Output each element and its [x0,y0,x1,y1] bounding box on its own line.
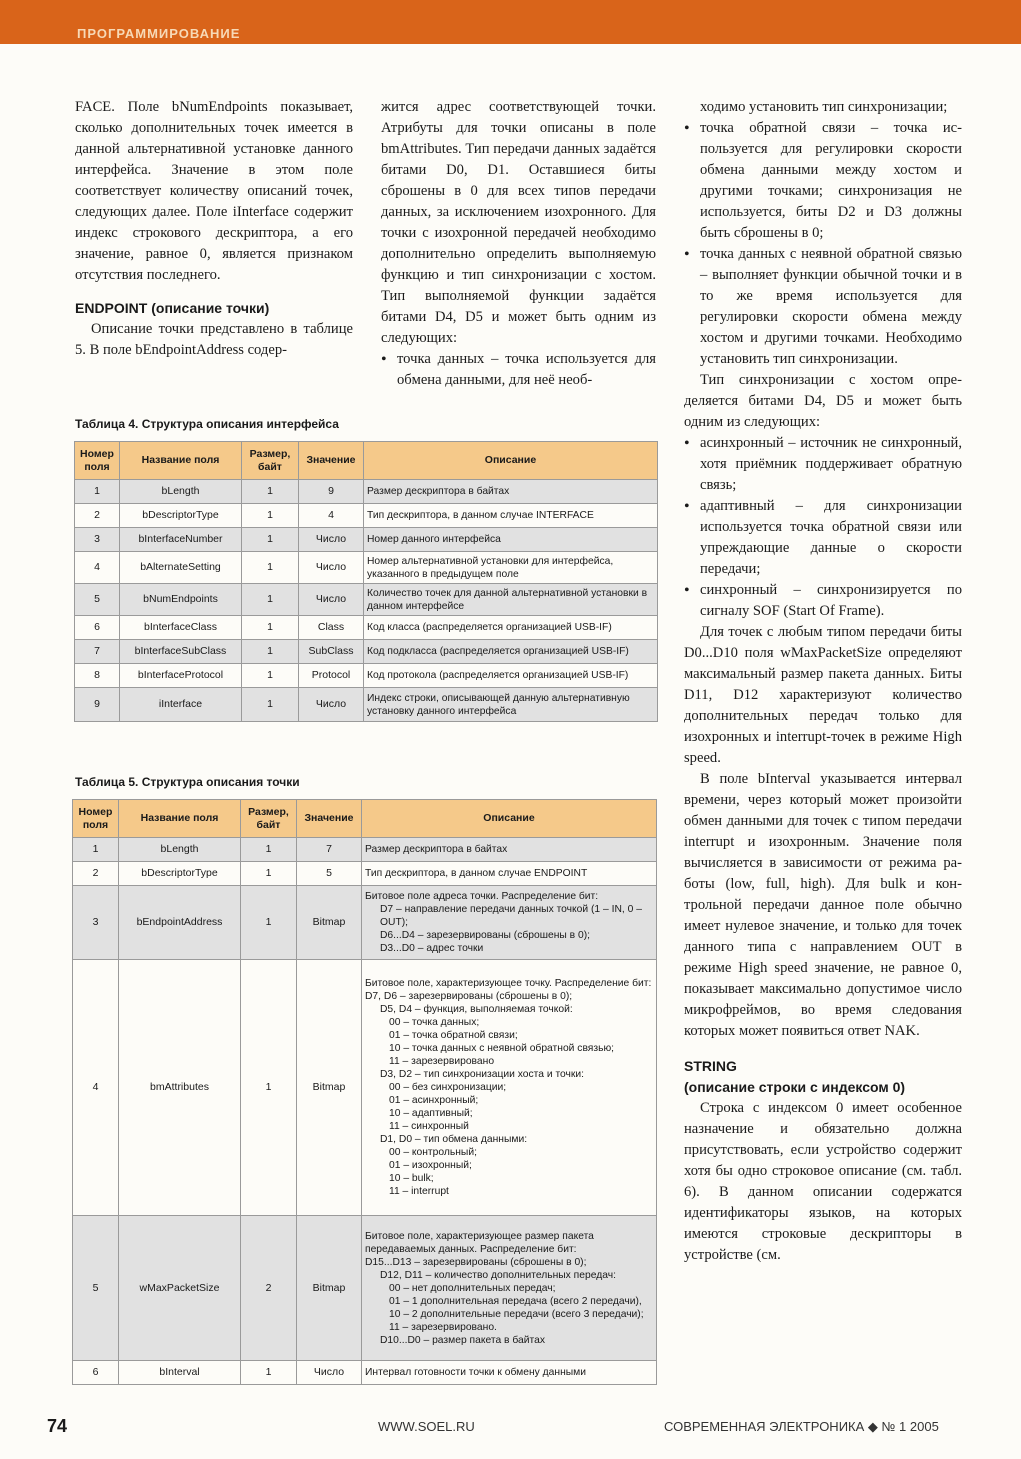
cell-field-name: bLength [119,838,241,862]
cell-size: 1 [242,528,299,552]
col3-bullet-2: • точка обратной связи – точка используется для регулировки скорости обмена данными между хостом и другими точками; синхронизация не используется, биты D2 и D3 должны быть сброшены в 0; [684,118,962,244]
section-title: ПРОГРАММИРОВАНИЕ [77,26,241,41]
description-line: 11 – зарезервировано [389,1056,495,1067]
table-row [75,688,658,722]
col2-bullet-1: • точка данных – точка используется для обмена данными, для неё необ- [381,349,656,391]
col1-paragraph-1: FACE. Поле bNumEndpoints показывает, сколько дополнительных точек имеется в данной альтернативной установке данного интерфейса. Значение в этом поле соответствует количеству описаний точек, следующих далее. Поле iInterface содержит индекс строкового дескриптора, а его значение, равное 0, является признаком отсутствия последнего. [75,99,353,283]
t5-header-description: Описание [362,800,657,838]
description-line: Битовое поле, характеризующее размер пакета передаваемых данных. Распределение бит: [365,1230,594,1255]
cell-field-name: bEndpointAddress [119,886,241,960]
col3-paragraph-2: Для точек с любым типом передачи биты D0...D10 поля wMaxPacketSize определяют максимальный размер пакета данных. Биты D11, D12 характеризуют количество дополнительных передач только для изохронных и interrupt-точек в режиме High speed. [684,624,962,766]
cell-size: 1 [241,960,297,1216]
col1-paragraph-2: Описание точки представлено в таблице 5. В поле bEndpointAddress содер- [75,321,353,358]
table5-caption: Таблица 5. Структура описания точки [75,775,300,789]
table-row [73,1361,657,1385]
cell-description [362,1216,657,1361]
cell-number: 4 [75,552,120,584]
cell-description: Размер дескриптора в байтах [364,480,658,504]
table-row [75,640,658,664]
cell-size: 1 [242,480,299,504]
table-row [73,862,657,886]
cell-value: Protocol [299,664,364,688]
cell-number: 5 [75,584,120,616]
cell-field-name: bInterval [119,1361,241,1385]
cell-value: Число [297,1361,362,1385]
description-line: Интервал готовности точки к обмену данными [365,1367,586,1378]
cell-field-name: iInterface [120,688,242,722]
table-interface-descriptor [74,441,658,722]
description-line: D1, D0 – тип обмена данными: [380,1134,528,1145]
cell-number: 2 [75,504,120,528]
description-line: 01 – изохронный; [389,1160,472,1171]
page-number: 74 [47,1416,68,1436]
column-3 [684,97,962,1266]
footer-site: WWW.SOEL.RU [378,1419,475,1434]
description-line: D6...D4 – зарезервированы (сброшены в 0); [380,930,591,941]
cell-value: 4 [299,504,364,528]
cell-field-name: bInterfaceNumber [120,528,242,552]
heading-string: STRING [684,1058,737,1074]
cell-size: 1 [241,1361,297,1385]
col2-paragraph-1: жится адрес соответствующей точки. Атрибуты для точки описаны в поле bmAttributes. Тип передачи данных задаётся битами D0, D1. Оставшиеся биты сброшены в 0 для всех типов передачи данных, за исключением изохронного. Для точки с изохронной передачей необходимо дополнительно определить выполняемую функцию и тип синхронизации с хостом. Тип выполняемой функции задаётся битами D4, D5 и может быть одним из следующих: [381,99,656,346]
col3-bullet-3: • точка данных с неявной обратной связью – выполняет функции обычной точки и в то же время используется для регулировки скорости обмена между хостом и другими точками. Необходимо установить тип синхронизации. [684,244,962,370]
description-line: 01 – 1 дополнительная передача (всего 2 передачи), [389,1295,642,1307]
cell-value: Bitmap [297,886,362,960]
table-endpoint-descriptor [72,799,657,1385]
description-line: D7 – направление передачи данных точкой (1 – IN, 0 – OUT); [380,904,642,928]
cell-value: 7 [297,838,362,862]
t4-header-size: Размер, байт [242,442,299,480]
t4-header-value: Значение [299,442,364,480]
t4-header-description: Описание [364,442,658,480]
table-row [75,528,658,552]
cell-size: 1 [242,504,299,528]
cell-number: 7 [75,640,120,664]
description-line: Битовое поле, характеризующее точку. Распределение бит: [365,978,652,989]
description-line: Битовое поле адреса точки. Распределение бит: [365,891,599,902]
description-line: 00 – контрольный; [389,1147,477,1158]
description-line: 00 – нет дополнительных передач; [389,1282,556,1294]
cell-number: 8 [75,664,120,688]
cell-value: SubClass [299,640,364,664]
cell-description [362,862,657,886]
cell-value: Bitmap [297,1216,362,1361]
cell-number: 5 [73,1216,119,1361]
cell-value: Число [299,688,364,722]
cell-size: 1 [241,862,297,886]
cell-size: 1 [241,838,297,862]
description-line: 10 – точка данных с неявной обратной связью; [389,1043,615,1054]
description-line: D12, D11 – количество дополнительных передач: [380,1269,616,1281]
cell-value: Bitmap [297,960,362,1216]
table-row [73,1216,657,1361]
heading-endpoint: ENDPOINT (описание точки) [75,300,270,316]
cell-description: Код протокола (распределяется организацией USB-IF) [364,664,658,688]
cell-description: Код подкласса (распределяется организацией USB-IF) [364,640,658,664]
table-row [75,616,658,640]
description-line: D7, D6 – зарезервированы (сброшены в 0); [365,991,573,1002]
cell-number: 3 [73,886,119,960]
cell-description [362,838,657,862]
cell-size: 1 [242,584,299,616]
cell-value: Class [299,616,364,640]
description-line: D15...D13 – зарезервированы (сброшены в 0); [365,1256,587,1268]
description-line: 11 – interrupt [389,1186,449,1197]
cell-field-name: bInterfaceProtocol [120,664,242,688]
cell-size: 2 [241,1216,297,1361]
description-line: D3...D0 – адрес точки [380,943,484,954]
col3-sync-2: • адаптивный – для синхронизации используется точка обратной связи или упреждающие данные о скорости передачи; [684,496,962,580]
col3-paragraph-3: В поле bInterval указывается интервал времени, через который может произойти обмен данными для точек с типом передачи interrupt и изохронным. Значение поля вычисляется в зависимости от режима работы (low, full, high). Для bulk и контрольной передачи данное поле обычно имеет нулевое значение, и только для точек данного типа с направлением OUT в режиме High speed значение, не равное 0, показывает максимально допустимое число микрофреймов, во время следования которых может появиться ответ NAK. [684,771,962,1039]
description-line: 00 – без синхронизации; [389,1082,507,1093]
description-line: 01 – асинхронный; [389,1095,479,1106]
description-line: D10...D0 – размер пакета в байтах [380,1334,545,1346]
description-line: 01 – точка обратной связи; [389,1030,518,1041]
cell-number: 9 [75,688,120,722]
description-line: 11 – синхронный [389,1121,469,1132]
cell-field-name: bAlternateSetting [120,552,242,584]
cell-description [362,1361,657,1385]
cell-number: 1 [73,838,119,862]
cell-size: 1 [242,552,299,584]
column-2 [381,97,656,391]
description-line: D5, D4 – функция, выполняемая точкой: [380,1004,573,1015]
cell-description: Номер альтернативной установки для интерфейса, указанного в предыдущем поле [364,552,658,584]
col3-sync-1: • асинхронный – источник не синхронный, хотя приёмник поддерживает обратную связь; [684,433,962,496]
col3-bullet-1-cont: ходимо установить тип синхронизации; [700,99,948,115]
col3-sync-3: • синхронный – синхронизируется по сигналу SOF (Start Of Frame). [684,580,962,622]
table-row [73,886,657,960]
cell-description: Индекс строки, описывающей данную альтернативную установку данного интерфейса [364,688,658,722]
cell-description: Тип дескриптора, в данном случае INTERFACE [364,504,658,528]
cell-description: Количество точек для данной альтернативной установки в данном интерфейсе [364,584,658,616]
table-row [75,584,658,616]
cell-field-name: bDescriptorType [119,862,241,886]
cell-value: Число [299,528,364,552]
t5-header-size: Размер, байт [241,800,297,838]
cell-size: 1 [242,640,299,664]
footer-magazine: СОВРЕМЕННАЯ ЭЛЕКТРОНИКА ◆ № 1 2005 [664,1419,939,1434]
cell-size: 1 [241,886,297,960]
description-line: 00 – точка данных; [389,1017,480,1028]
cell-field-name: bInterfaceSubClass [120,640,242,664]
cell-field-name: bLength [120,480,242,504]
cell-number: 4 [73,960,119,1216]
description-line: 10 – адаптивный; [389,1108,473,1119]
description-line: 10 – 2 дополнительные передачи (всего 3 передачи); [389,1308,644,1320]
table-row [75,504,658,528]
cell-size: 1 [242,616,299,640]
cell-description: Номер данного интерфейса [364,528,658,552]
table-row [75,664,658,688]
t5-header-name: Название поля [119,800,241,838]
t5-header-value: Значение [297,800,362,838]
t5-header-number: Номер поля [73,800,119,838]
cell-field-name: bInterfaceClass [120,616,242,640]
table-row [73,838,657,862]
heading-string-sub: (описание строки с индексом 0) [684,1079,906,1095]
table-row [75,480,658,504]
cell-value: Число [299,552,364,584]
table-row [73,960,657,1216]
description-line: D3, D2 – тип синхронизации хоста и точки: [380,1069,585,1080]
cell-description [362,960,657,1216]
description-line: Тип дескриптора, в данном случае ENDPOINT [365,868,588,879]
cell-field-name: bmAttributes [119,960,241,1216]
t4-header-number: Номер поля [75,442,120,480]
cell-field-name: bNumEndpoints [120,584,242,616]
cell-value: 5 [297,862,362,886]
cell-value: Число [299,584,364,616]
description-line: 11 – зарезервировано. [389,1321,497,1333]
cell-number: 6 [75,616,120,640]
cell-number: 2 [73,862,119,886]
col3-paragraph-4: Строка с индексом 0 имеет особенное назначение и обязательно должна присутствовать, если устройство содержит хотя бы одно строковое описание (см. табл. 6). В данном описании содержатся идентификаторы языков, на которых имеются строковые дескрипторы в устройстве (см. [684,1100,962,1263]
cell-size: 1 [242,664,299,688]
cell-field-name: wMaxPacketSize [119,1216,241,1361]
t4-header-name: Название поля [120,442,242,480]
description-line: Размер дескриптора в байтах [365,844,508,855]
column-1 [75,97,353,361]
cell-description [362,886,657,960]
cell-field-name: bDescriptorType [120,504,242,528]
cell-description: Код класса (распределяется организацией USB-IF) [364,616,658,640]
description-line: 10 – bulk; [389,1173,434,1184]
cell-number: 3 [75,528,120,552]
table-row [75,552,658,584]
cell-number: 6 [73,1361,119,1385]
cell-value: 9 [299,480,364,504]
table4-caption: Таблица 4. Структура описания интерфейса [75,417,339,431]
col3-paragraph-1: Тип синхронизации с хостом определяется битами D4, D5 и может быть одним из следующих: [684,372,962,430]
cell-size: 1 [242,688,299,722]
cell-number: 1 [75,480,120,504]
